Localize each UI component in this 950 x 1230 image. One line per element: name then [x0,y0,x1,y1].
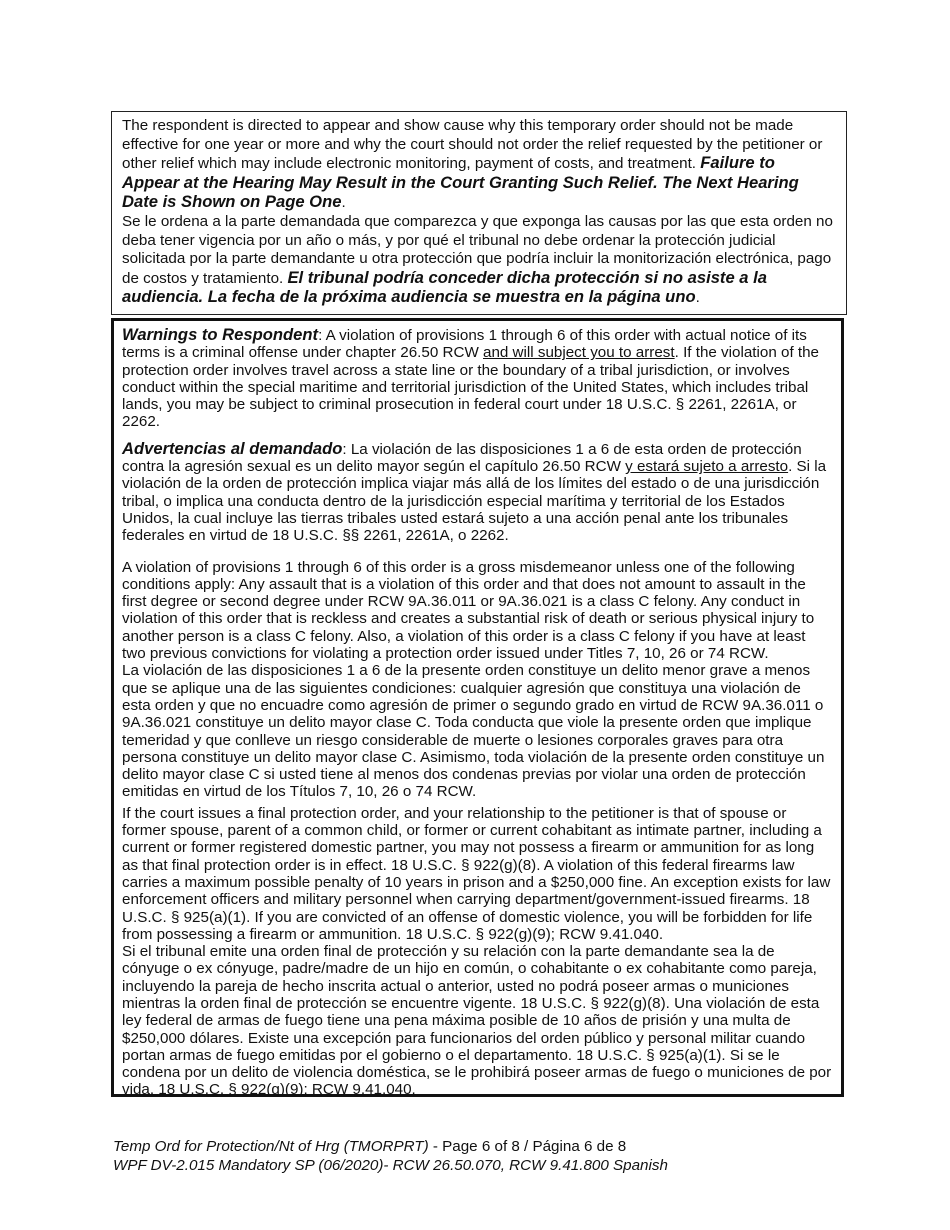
misdemeanor-spanish: La violación de las disposiciones 1 a 6 de la presente orden constituye un delito menor grave a menos que se aplique una de las siguientes condiciones: cualquier agresión que constituya una violación de esta orden y que no encuadre como agresión de primer o segundo grado en virtud de RCW 9A.36.011 o 9A.36.021 constituye un delito mayor clase C. Toda conducta que viole la presente orden que implique temeridad y que conlleve un riesgo considerable de muerte o lesiones corporales graves para otra persona constituye un delito mayor clase C. Asimismo, toda violación de la presente orden constituye un delito mayor clase C si usted tiene al menos dos condenas previas por violar una orden de protección emitidas en virtud de los Títulos 7, 10, 26 o 74 RCW. [122,662,825,801]
warnings-box [111,318,844,1097]
footer-form-title: Temp Ord for Protection/Nt of Hrg (TMORPRT) [113,1138,429,1155]
warnings-english [122,326,833,431]
footer-page-number: - Page 6 of 8 / Página 6 de 8 [428,1138,627,1155]
show-cause-notice-spanish [122,213,836,308]
arrest-underline-english: and will subject you to arrest [483,344,675,362]
show-cause-notice-box [111,111,847,315]
notice-es-bold-warning: El tribunal podría conceder dicha protección si no asiste a la audiencia. La fecha de la próxima audiencia se muestra en la página uno [122,267,767,307]
warnings-en-text-a: : A violation of provisions 1 through 6 of this order with actual notice of its terms is a criminal offense under chapter 26.50 RCW [122,327,807,362]
notice-en-text: The respondent is directed to appear and show cause why this temporary order should not be made effective for one year or more and why the court should not order the relief requested by the petitioner or other relief which may include electronic monitoring, payment of costs, and treatment. [122,117,823,173]
warnings-es-text-b: . Si la violación de la orden de protección implica viajar más allá de los límites del estado o de una jurisdicción tribal, o implica una conducta dentro de la jurisdicción especial marítima y territorial de los Estados Unidos, la cual incluye las tierras tribales usted estará sujeto a una acción penal ante los tribunales federales en virtud de 18 U.S.C. §§ 2261, 2261A, o 2262. [122,458,827,545]
misdemeanor-english: A violation of provisions 1 through 6 of this order is a gross misdemeanor unless one of the following conditions apply: Any assault that is a violation of this order and that does not amount to assault in the first degree or second degree under RCW 9A.36.011 or 9A.36.021 is a class C felony. Any conduct in violation of this order that is reckless and creates a substantial risk of death or serious physical injury to another person is a class C felony. Also, a violation of this order is a class C felony if you have at least two previous convictions for violating a protection order issued under Titles 7, 10, 26 or 74 RCW. [122,558,815,663]
firearms-english: If the court issues a final protection order, and your relationship to the petitioner is that of spouse or former spouse, parent of a common child, or former or current cohabitant as intimate partner, including a current or former registered domestic partner, you may not possess a firearm or ammunition for as long as that final protection order is in effect. 18 U.S.C. § 922(g)(8). A violation of this federal firearms law carries a maximum possible penalty of 10 years in prison and a $250,000 fine. An exception exists for law enforcement officers and military personnel when carrying department/government-issued firearms. 18 U.S.C. § 925(a)(1). If you are convicted of an offense of domestic violence, you will be forbidden for life from possessing a firearm or ammunition. 18 U.S.C. § 922(g)(9); RCW 9.41.040. [122,804,831,943]
firearms-spanish: Si el tribunal emite una orden final de protección y su relación con la parte demandante sea la de cónyuge o ex cónyuge, padre/madre de un hijo en común, o cohabitante o ex cohabitante como pareja, incluyendo la pareja de hecho inscrita actual o anterior, usted no podrá poseer armas o municiones mientras la orden final de protección se encuentre vigente. 18 U.S.C. § 922(g)(8). Una violación de esta ley federal de armas de fuego tiene una pena máxima posible de 10 años de prisión y una multa de $250,000 dólares. Existe una excepción para funcionarios del orden público y personal militar cuando portan armas de fuego emitidas por el gobierno o el departamento. 18 U.S.C. § 925(a)(1). Si se le condena por un delito de violencia doméstica, se le prohibirá poseer armas de fuego o municiones de por vida. 18 U.S.C. § 922(g)(9); RCW 9.41.040. [122,943,832,1099]
warnings-heading-english: Warnings to Respondent [122,325,319,344]
warnings-heading-spanish: Advertencias al demandado [122,438,343,458]
show-cause-notice-english [122,117,836,213]
notice-en-end: . [341,194,346,212]
warnings-spanish [122,440,833,545]
warnings-en-text-b: . If the violation of the protection order involves travel across a state line or the boundary of a tribal jurisdiction, or involves conduct within the special maritime and territorial jurisdiction of the United States, which includes tribal lands, you may be subject to criminal prosecution in federal court under 18 U.S.C. § 2261, 2261A, or 2262. [122,344,819,431]
arrest-underline-spanish: y estará sujeto a arresto [625,458,789,476]
footer-line-1 [113,1138,833,1157]
footer-form-id: WPF DV-2.015 Mandatory SP (06/2020)- RCW 26.50.070, RCW 9.41.800 Spanish [113,1156,668,1174]
notice-es-text: Se le ordena a la parte demandada que comparezca y que exponga las causas por las que esta orden no deba tener vigencia por un año o más, y por qué el tribunal no debe ordenar la protección judicial solicitada por la parte demandante u otra protección que podría incluir la monitorización electrónica, pago de costos y tratamiento. [122,212,833,287]
notice-es-end: . [695,289,700,307]
notice-en-bold-warning: Failure to Appear at the Hearing May Result in the Court Granting Such Relief. The Next Hearing Date is Shown on Page One [122,153,799,212]
warnings-es-text-a: : La violación de las disposiciones 1 a 6 de esta orden de protección contra la agresión sexual es un delito mayor según el capítulo 26.50 RCW [122,440,802,476]
page-footer [113,1138,833,1175]
